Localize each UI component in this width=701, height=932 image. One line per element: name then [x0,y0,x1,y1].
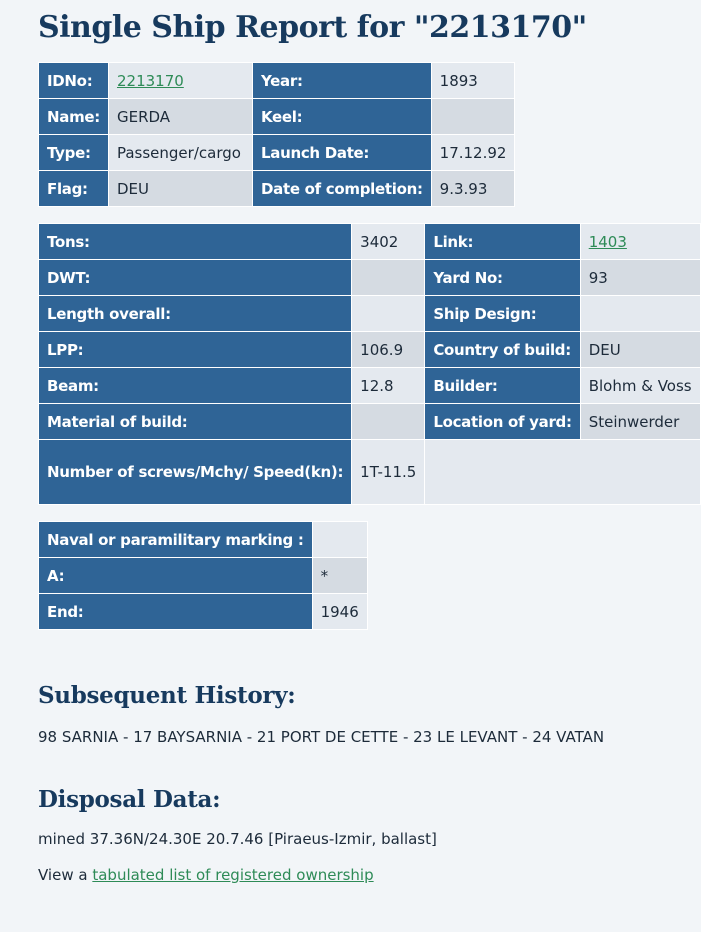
tons-value: 3402 [352,224,425,260]
a-value: * [312,558,367,594]
ownership-link[interactable]: tabulated list of registered ownership [92,866,374,884]
material-of-build-value [352,404,425,440]
lpp-value: 106.9 [352,332,425,368]
ship-design-label: Ship Design: [425,296,580,332]
table-row [39,522,368,558]
a-label: A: [39,558,313,594]
table-row [39,135,515,171]
location-of-yard-label: Location of yard: [425,404,580,440]
history-heading: Subsequent History: [38,682,296,709]
table-row [39,440,701,505]
name-value: GERDA [108,99,252,135]
idno-label: IDNo: [39,63,109,99]
lpp-label: LPP: [39,332,352,368]
history-text: 98 SARNIA - 17 BAYSARNIA - 21 PORT DE CETTE - 23 LE LEVANT - 24 VATAN [38,728,605,746]
launch-date-value: 17.12.92 [431,135,515,171]
length-overall-value [352,296,425,332]
keel-value [431,99,515,135]
type-value: Passenger/cargo [108,135,252,171]
launch-date-label: Launch Date: [252,135,431,171]
flag-label: Flag: [39,171,109,207]
end-value: 1946 [312,594,367,630]
table-row [39,296,701,332]
link-label: Link: [425,224,580,260]
tons-label: Tons: [39,224,352,260]
link-value [580,224,700,260]
idno-link[interactable]: 2213170 [116,71,184,90]
name-label: Name: [39,99,109,135]
ownership-prefix: View a [38,866,88,884]
table-row [39,171,515,207]
disposal-heading: Disposal Data: [38,786,221,813]
table-row [39,260,701,296]
material-of-build-label: Material of build: [39,404,352,440]
year-label: Year: [252,63,431,99]
link-number-link[interactable]: 1403 [588,232,627,251]
country-of-build-label: Country of build: [425,332,580,368]
yard-no-value: 93 [580,260,700,296]
location-of-yard-value: Steinwerder [580,404,700,440]
table-row [39,558,368,594]
table-row [39,99,515,135]
table-row [39,594,368,630]
ship-design-value [580,296,700,332]
naval-marking-label: Naval or paramilitary marking : [39,522,313,558]
table-row [39,224,701,260]
table-row [39,404,701,440]
naval-marking-table [38,521,368,630]
screws-label: Number of screws/Mchy/ Speed(kn): [39,440,352,505]
country-of-build-value: DEU [580,332,700,368]
beam-label: Beam: [39,368,352,404]
yard-no-label: Yard No: [425,260,580,296]
table-row [39,332,701,368]
table-row [39,368,701,404]
ownership-line [38,866,676,884]
keel-label: Keel: [252,99,431,135]
end-label: End: [39,594,313,630]
beam-value: 12.8 [352,368,425,404]
year-value: 1893 [431,63,515,99]
ship-dimensions-table [38,223,701,505]
dwt-value [352,260,425,296]
length-overall-label: Length overall: [39,296,352,332]
ship-identity-table [38,62,515,207]
builder-value: Blohm & Voss [580,368,700,404]
dwt-label: DWT: [39,260,352,296]
naval-marking-value [312,522,367,558]
empty-cell [425,440,700,505]
idno-value [108,63,252,99]
completion-date-value: 9.3.93 [431,171,515,207]
table-row [39,63,515,99]
type-label: Type: [39,135,109,171]
completion-date-label: Date of completion: [252,171,431,207]
disposal-text: mined 37.36N/24.30E 20.7.46 [Piraeus-Izmir, ballast] [38,830,437,848]
page-title: Single Ship Report for "2213170" [38,10,587,45]
builder-label: Builder: [425,368,580,404]
flag-value: DEU [108,171,252,207]
screws-value: 1T-11.5 [352,440,425,505]
